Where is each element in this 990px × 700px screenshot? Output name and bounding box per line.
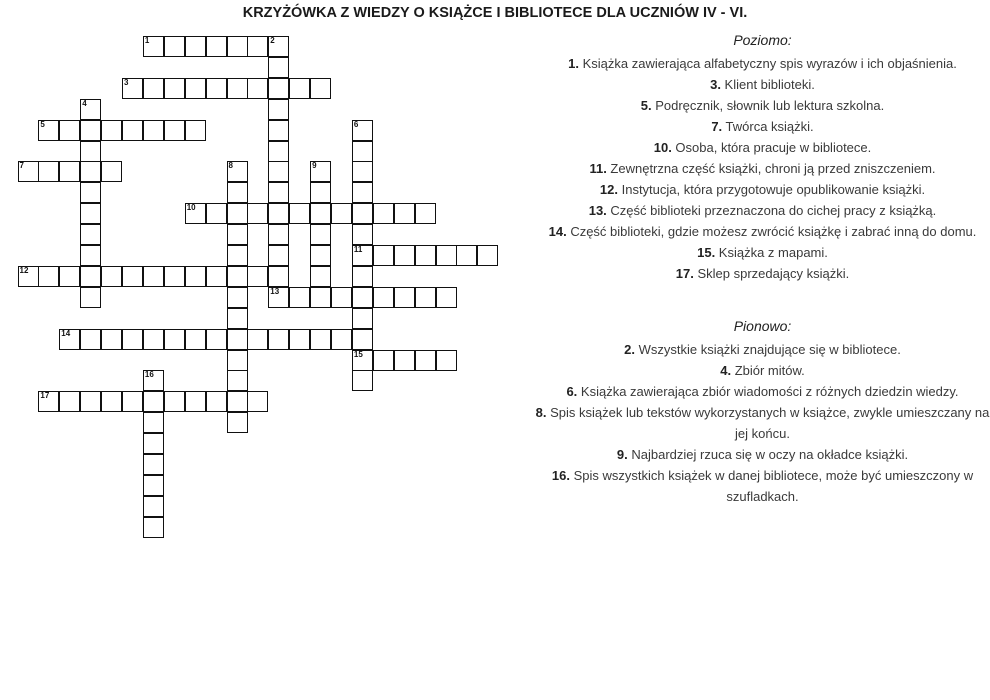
crossword-cell[interactable] xyxy=(59,161,80,182)
crossword-cell[interactable] xyxy=(143,412,164,433)
down-clue xyxy=(535,339,990,360)
clue-number: 17. xyxy=(675,266,694,281)
clue-number: 6. xyxy=(566,384,578,399)
clues-panel xyxy=(535,30,990,507)
clue-text: Książka zawierająca alfabetyczny spis wyrazów i ich objaśnienia. xyxy=(578,56,957,71)
crossword-cell[interactable] xyxy=(247,266,268,287)
crossword-cell[interactable] xyxy=(436,350,457,371)
down-clue xyxy=(535,360,990,381)
clue-number: 1. xyxy=(568,56,579,71)
crossword-cell[interactable] xyxy=(164,78,185,99)
crossword-cell[interactable] xyxy=(227,36,248,57)
crossword-cell[interactable] xyxy=(80,391,101,412)
clue-number: 10. xyxy=(653,140,672,155)
clue-text: Podręcznik, słownik lub lektura szkolna. xyxy=(651,98,885,113)
clue-number: 16. xyxy=(551,468,570,483)
clue-number: 14. xyxy=(548,224,567,239)
across-clue xyxy=(535,74,990,95)
crossword-cell[interactable] xyxy=(164,120,185,141)
clue-number: 9. xyxy=(616,447,628,462)
crossword-cell[interactable] xyxy=(268,266,289,287)
crossword-cell[interactable] xyxy=(59,391,80,412)
crossword-cell[interactable] xyxy=(247,391,268,412)
crossword-cell[interactable] xyxy=(164,391,185,412)
crossword-cell[interactable] xyxy=(247,78,268,99)
clue-number: 11 xyxy=(353,245,363,254)
crossword-cell[interactable] xyxy=(38,120,59,141)
crossword-cell[interactable] xyxy=(185,120,206,141)
crossword-cell[interactable] xyxy=(247,329,268,350)
crossword-cell[interactable] xyxy=(247,36,268,57)
crossword-cell[interactable] xyxy=(143,266,164,287)
crossword-cell[interactable] xyxy=(143,517,164,538)
clue-number: 4 xyxy=(82,98,87,108)
clue-number: 6 xyxy=(353,119,359,129)
crossword-cell[interactable] xyxy=(352,370,373,391)
crossword-cell[interactable] xyxy=(80,245,101,266)
crossword-cell[interactable] xyxy=(122,391,143,412)
crossword-cell[interactable] xyxy=(415,350,436,371)
crossword-cell[interactable] xyxy=(227,182,248,203)
clue-number: 15 xyxy=(353,349,363,359)
crossword-cell[interactable] xyxy=(394,350,415,371)
crossword-cell[interactable] xyxy=(352,203,373,224)
crossword-cell[interactable] xyxy=(373,287,394,308)
crossword-cell[interactable] xyxy=(38,266,59,287)
crossword-cell[interactable] xyxy=(101,120,122,141)
clue-number: 8. xyxy=(535,405,547,420)
clue-text: Instytucja, która przygotowuje opublikowanie książki. xyxy=(617,182,926,197)
crossword-cell[interactable] xyxy=(227,287,248,308)
crossword-cell[interactable] xyxy=(310,287,331,308)
crossword-cell[interactable] xyxy=(185,329,206,350)
down-heading: Pionowo: xyxy=(733,318,792,334)
across-heading: Poziomo: xyxy=(733,32,792,48)
crossword-cell[interactable] xyxy=(227,161,248,182)
clue-text: Książka z mapami. xyxy=(715,245,828,260)
crossword-cell[interactable] xyxy=(143,120,164,141)
crossword-cell[interactable] xyxy=(227,203,248,224)
crossword-cell[interactable] xyxy=(268,57,289,78)
crossword-cell[interactable] xyxy=(268,245,289,266)
crossword-cell[interactable] xyxy=(18,161,39,182)
down-clue xyxy=(535,465,990,507)
crossword-cell[interactable] xyxy=(122,78,143,99)
crossword-cell[interactable] xyxy=(394,245,415,266)
crossword-cell[interactable] xyxy=(352,224,373,245)
crossword-cell[interactable] xyxy=(227,350,248,371)
crossword-cell[interactable] xyxy=(352,182,373,203)
crossword-cell[interactable] xyxy=(227,266,248,287)
crossword-cell[interactable] xyxy=(164,36,185,57)
crossword-cell[interactable] xyxy=(164,329,185,350)
clue-number: 15. xyxy=(697,245,716,260)
crossword-cell[interactable] xyxy=(227,370,248,391)
crossword-cell[interactable] xyxy=(352,161,373,182)
crossword-cell[interactable] xyxy=(80,203,101,224)
crossword-cell[interactable] xyxy=(415,245,436,266)
clue-number: 4. xyxy=(720,363,732,378)
crossword-cell[interactable] xyxy=(80,120,101,141)
crossword-cell[interactable] xyxy=(352,245,373,266)
crossword-cell[interactable] xyxy=(227,224,248,245)
clue-number: 3 xyxy=(124,77,129,87)
crossword-cell[interactable] xyxy=(289,329,310,350)
crossword-cell[interactable] xyxy=(206,391,227,412)
across-clue xyxy=(535,263,990,284)
crossword-cell[interactable] xyxy=(206,78,227,99)
crossword-cell[interactable] xyxy=(18,266,39,287)
crossword-cell[interactable] xyxy=(122,329,143,350)
crossword-cell[interactable] xyxy=(80,141,101,162)
clue-number: 8 xyxy=(228,161,233,171)
clue-number: 5. xyxy=(640,98,652,113)
crossword-cell[interactable] xyxy=(101,391,122,412)
crossword-cell[interactable] xyxy=(227,391,248,412)
crossword-cell[interactable] xyxy=(352,350,373,371)
crossword-cell[interactable] xyxy=(206,266,227,287)
clue-number: 5 xyxy=(40,119,45,129)
crossword-cell[interactable] xyxy=(373,245,394,266)
crossword-cell[interactable] xyxy=(268,182,289,203)
clue-number: 12 xyxy=(19,265,29,275)
crossword-cell[interactable] xyxy=(247,203,268,224)
crossword-cell[interactable] xyxy=(59,266,80,287)
crossword-cell[interactable] xyxy=(268,78,289,99)
across-clue xyxy=(535,221,990,242)
down-clue-list xyxy=(535,339,990,507)
across-clue xyxy=(535,95,990,116)
crossword-cell[interactable] xyxy=(206,36,227,57)
crossword-cell[interactable] xyxy=(59,329,80,350)
across-clue-list xyxy=(535,53,990,284)
crossword-cell[interactable] xyxy=(101,266,122,287)
crossword-cell[interactable] xyxy=(80,329,101,350)
across-clue xyxy=(535,137,990,158)
crossword-cell[interactable] xyxy=(143,454,164,475)
crossword-cell[interactable] xyxy=(268,203,289,224)
crossword-cell[interactable] xyxy=(310,161,331,182)
crossword-cell[interactable] xyxy=(352,308,373,329)
clue-text: Twórca książki. xyxy=(722,119,814,134)
clue-number: 10 xyxy=(186,203,196,213)
crossword-cell[interactable] xyxy=(352,329,373,350)
crossword-cell[interactable] xyxy=(268,141,289,162)
crossword-cell[interactable] xyxy=(185,203,206,224)
crossword-cell[interactable] xyxy=(143,36,164,57)
crossword-cell[interactable] xyxy=(436,287,457,308)
crossword-cell[interactable] xyxy=(456,245,477,266)
clue-text: Spis książek lub tekstów wykorzystanych w książce, zwykle umieszczany na jej końcu. xyxy=(546,405,990,441)
across-clue xyxy=(535,179,990,200)
clue-number: 2 xyxy=(270,36,275,45)
clue-text: Część biblioteki, gdzie możesz zwrócić książkę i zabrać inną do domu. xyxy=(566,224,977,239)
crossword-cell[interactable] xyxy=(415,287,436,308)
crossword-grid xyxy=(0,0,520,600)
crossword-cell[interactable] xyxy=(185,266,206,287)
crossword-cell[interactable] xyxy=(38,391,59,412)
clue-number: 7 xyxy=(19,161,24,171)
crossword-cell[interactable] xyxy=(143,370,164,391)
crossword-cell[interactable] xyxy=(310,182,331,203)
page-title: KRZYŻÓWKA Z WIEDZY O KSIĄŻCE I BIBLIOTECE DLA UCZNIÓW IV - VI. xyxy=(242,5,748,21)
across-clue xyxy=(535,53,990,74)
across-clue xyxy=(535,200,990,221)
crossword-cell[interactable] xyxy=(80,266,101,287)
crossword-cell[interactable] xyxy=(268,99,289,120)
clue-text: Książka zawierająca zbiór wiadomości z różnych dziedzin wiedzy. xyxy=(577,384,959,399)
crossword-cell[interactable] xyxy=(415,203,436,224)
crossword-cell[interactable] xyxy=(80,161,101,182)
crossword-cell[interactable] xyxy=(352,120,373,141)
clue-text: Klient biblioteki. xyxy=(720,77,815,92)
crossword-cell[interactable] xyxy=(268,120,289,141)
crossword-cell[interactable] xyxy=(268,329,289,350)
crossword-cell[interactable] xyxy=(268,287,289,308)
crossword-cell[interactable] xyxy=(331,203,352,224)
clue-text: Wszystkie książki znajdujące się w bibliotece. xyxy=(634,342,901,357)
clue-text: Sklep sprzedający książki. xyxy=(693,266,850,281)
crossword-cell[interactable] xyxy=(143,391,164,412)
clue-number: 13 xyxy=(270,286,280,296)
clue-number: 1 xyxy=(144,36,150,45)
crossword-cell[interactable] xyxy=(331,329,352,350)
clue-text: Zewnętrzna część książki, chroni ją przed zniszczeniem. xyxy=(606,161,936,176)
crossword-cell[interactable] xyxy=(268,161,289,182)
crossword-cell[interactable] xyxy=(477,245,498,266)
crossword-cell[interactable] xyxy=(185,36,206,57)
down-clue xyxy=(535,381,990,402)
clue-number: 2. xyxy=(624,342,635,357)
crossword-cell[interactable] xyxy=(143,475,164,496)
crossword-cell[interactable] xyxy=(122,266,143,287)
across-clue xyxy=(535,158,990,179)
crossword-cell[interactable] xyxy=(164,266,185,287)
crossword-cell[interactable] xyxy=(289,203,310,224)
crossword-cell[interactable] xyxy=(143,496,164,517)
crossword-cell[interactable] xyxy=(352,266,373,287)
crossword-cell[interactable] xyxy=(143,78,164,99)
clue-number: 16 xyxy=(144,370,154,380)
crossword-cell[interactable] xyxy=(227,329,248,350)
crossword-cell[interactable] xyxy=(373,350,394,371)
clue-text: Część biblioteki przeznaczona do cichej pracy z książką. xyxy=(606,203,937,218)
clue-number: 9 xyxy=(312,161,317,171)
clue-number: 17 xyxy=(40,391,50,401)
crossword-cell[interactable] xyxy=(122,120,143,141)
crossword-cell[interactable] xyxy=(227,245,248,266)
crossword-cell[interactable] xyxy=(310,266,331,287)
crossword-cell[interactable] xyxy=(227,78,248,99)
clue-number: 7. xyxy=(711,119,723,134)
across-clue xyxy=(535,242,990,263)
clue-number: 11. xyxy=(589,161,607,176)
across-clue xyxy=(535,116,990,137)
clue-number: 12. xyxy=(599,182,618,197)
clue-text: Zbiór mitów. xyxy=(731,363,805,378)
crossword-cell[interactable] xyxy=(331,287,352,308)
clue-text: Osoba, która pracuje w bibliotece. xyxy=(671,140,872,155)
clue-number: 3. xyxy=(710,77,721,92)
crossword-cell[interactable] xyxy=(310,203,331,224)
down-clue xyxy=(535,444,990,465)
crossword-cell[interactable] xyxy=(310,78,331,99)
crossword-cell[interactable] xyxy=(227,308,248,329)
crossword-cell[interactable] xyxy=(310,224,331,245)
clue-text: Spis wszystkich książek w danej bibliotece, może być umieszczony w szufladkach. xyxy=(569,468,974,504)
crossword-cell[interactable] xyxy=(38,161,59,182)
crossword-cell[interactable] xyxy=(373,203,394,224)
crossword-cell[interactable] xyxy=(206,329,227,350)
crossword-cell[interactable] xyxy=(185,78,206,99)
crossword-cell[interactable] xyxy=(436,245,457,266)
clue-number: 13. xyxy=(588,203,607,218)
crossword-cell[interactable] xyxy=(268,224,289,245)
crossword-cell[interactable] xyxy=(394,203,415,224)
crossword-cell[interactable] xyxy=(289,78,310,99)
crossword-cell[interactable] xyxy=(101,329,122,350)
down-clue xyxy=(535,402,990,444)
crossword-cell[interactable] xyxy=(206,203,227,224)
crossword-cell[interactable] xyxy=(80,99,101,120)
crossword-cell[interactable] xyxy=(80,287,101,308)
crossword-cell[interactable] xyxy=(59,120,80,141)
clue-number: 14 xyxy=(61,328,71,338)
crossword-cell[interactable] xyxy=(394,287,415,308)
crossword-cell[interactable] xyxy=(143,329,164,350)
crossword-cell[interactable] xyxy=(310,245,331,266)
crossword-cell[interactable] xyxy=(310,329,331,350)
crossword-cell[interactable] xyxy=(80,182,101,203)
clue-text: Najbardziej rzuca się w oczy na okładce książki. xyxy=(627,447,909,462)
crossword-cell[interactable] xyxy=(352,287,373,308)
crossword-cell[interactable] xyxy=(143,433,164,454)
crossword-cell[interactable] xyxy=(101,161,122,182)
crossword-cell[interactable] xyxy=(289,287,310,308)
crossword-cell[interactable] xyxy=(185,391,206,412)
crossword-cell[interactable] xyxy=(227,412,248,433)
crossword-cell[interactable] xyxy=(352,141,373,162)
crossword-cell[interactable] xyxy=(80,224,101,245)
crossword-cell[interactable] xyxy=(268,36,289,57)
